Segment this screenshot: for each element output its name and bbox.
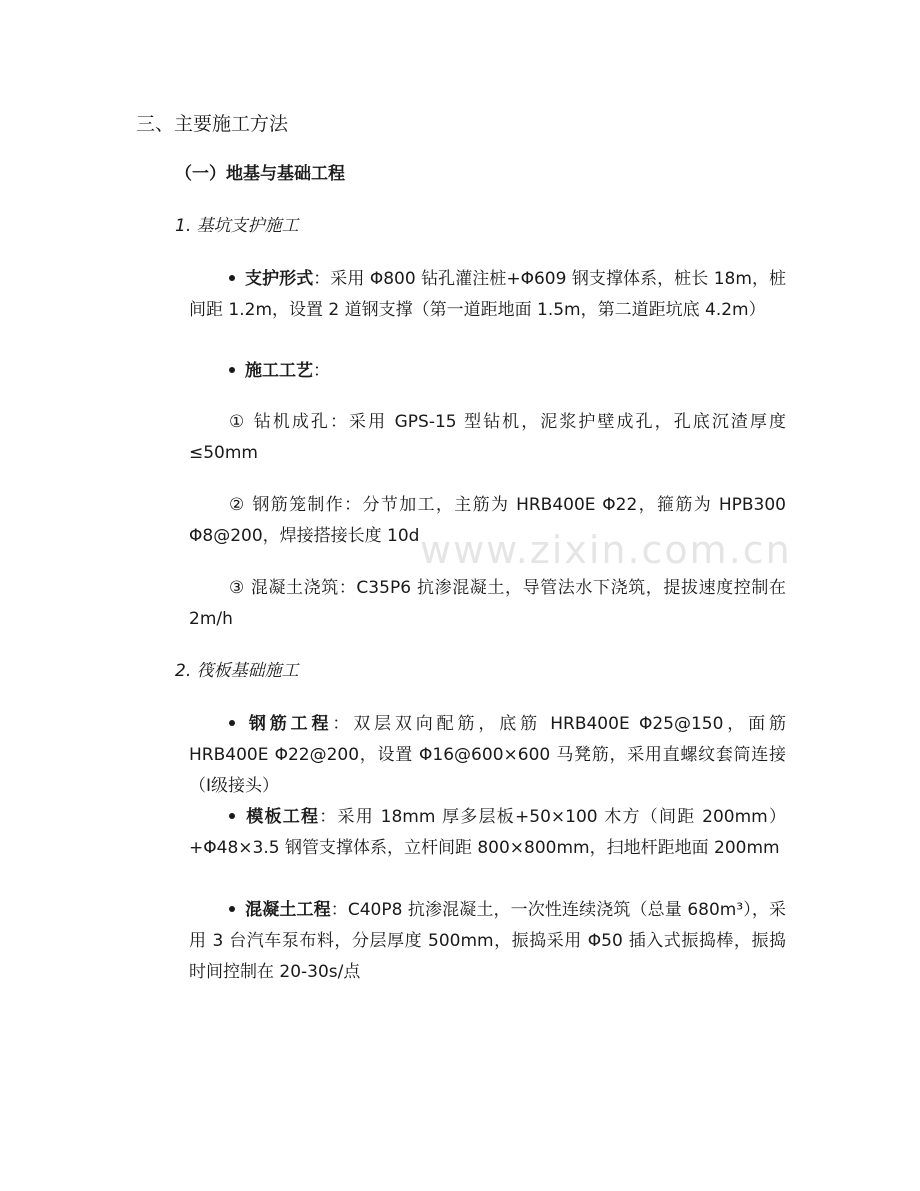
subsection-heading: （一）地基与基础工程: [175, 164, 345, 184]
part2-bullet-formwork: [189, 802, 786, 864]
bullet-label: 钢筋工程: [245, 714, 333, 734]
process-step-2: [189, 490, 786, 552]
part2-bullet-rebar: [189, 709, 786, 802]
bullet-icon: [229, 275, 235, 281]
part1-bullet-process: [189, 356, 786, 387]
bullet-icon: [229, 720, 235, 726]
part1-title: 1. 基坑支护施工: [175, 216, 299, 236]
step-text: ① 钻机成孔：采用 GPS-15 型钻机，泥浆护壁成孔，孔底沉渣厚度≤50mm: [189, 412, 786, 463]
bullet-label: 模板工程: [245, 807, 320, 827]
bullet-label: 施工工艺: [245, 361, 313, 381]
bullet-text: ：双层双向配筋，底筋 HRB400E Φ25@150，面筋 HRB400E Φ22@200，设置 Φ16@600×600 马凳筋，采用直螺纹套筒连接（Ⅰ级接头）: [189, 714, 787, 796]
step-text: ③ 混凝土浇筑：C35P6 抗渗混凝土，导管法水下浇筑，提拔速度控制在 2m/h: [189, 578, 786, 629]
bullet-text: ：C40P8 抗渗混凝土，一次性连续浇筑（总量 680m³），采用 3 台汽车泵布料，分层厚度 500mm，振捣采用 Φ50 插入式振捣棒，振捣时间控制在 20-30s/点: [189, 900, 787, 982]
bullet-label: 支护形式: [245, 269, 314, 289]
bullet-icon: [229, 906, 235, 912]
watermark: www.zixin.com.cn: [420, 528, 792, 572]
process-step-1: [189, 407, 786, 469]
section-heading: 三、主要施工方法: [136, 113, 289, 135]
bullet-text: ：采用 Φ800 钻孔灌注桩+Φ609 钢支撑体系，桩长 18m，桩间距 1.2m，设置 2 道钢支撑（第一道距地面 1.5m，第二道距坑底 4.2m）: [189, 269, 787, 320]
part2-bullet-concrete: [189, 895, 786, 988]
bullet-icon: [229, 813, 235, 819]
bullet-text: ：采用 18mm 厚多层板+50×100 木方（间距 200mm）+Φ48×3.5 钢管支撑体系，立杆间距 800×800mm，扫地杆距地面 200mm: [189, 807, 786, 858]
part1-bullet-support-form: [189, 264, 786, 326]
bullet-label: 混凝土工程: [245, 900, 331, 920]
step-text: ② 钢筋笼制作：分节加工，主筋为 HRB400E Φ22，箍筋为 HPB300 Φ8@200，焊接搭接长度 10d: [189, 495, 786, 546]
process-step-3: [189, 573, 786, 635]
bullet-icon: [229, 367, 235, 373]
part2-title: 2. 筏板基础施工: [175, 661, 299, 681]
bullet-text: ：: [313, 361, 330, 381]
